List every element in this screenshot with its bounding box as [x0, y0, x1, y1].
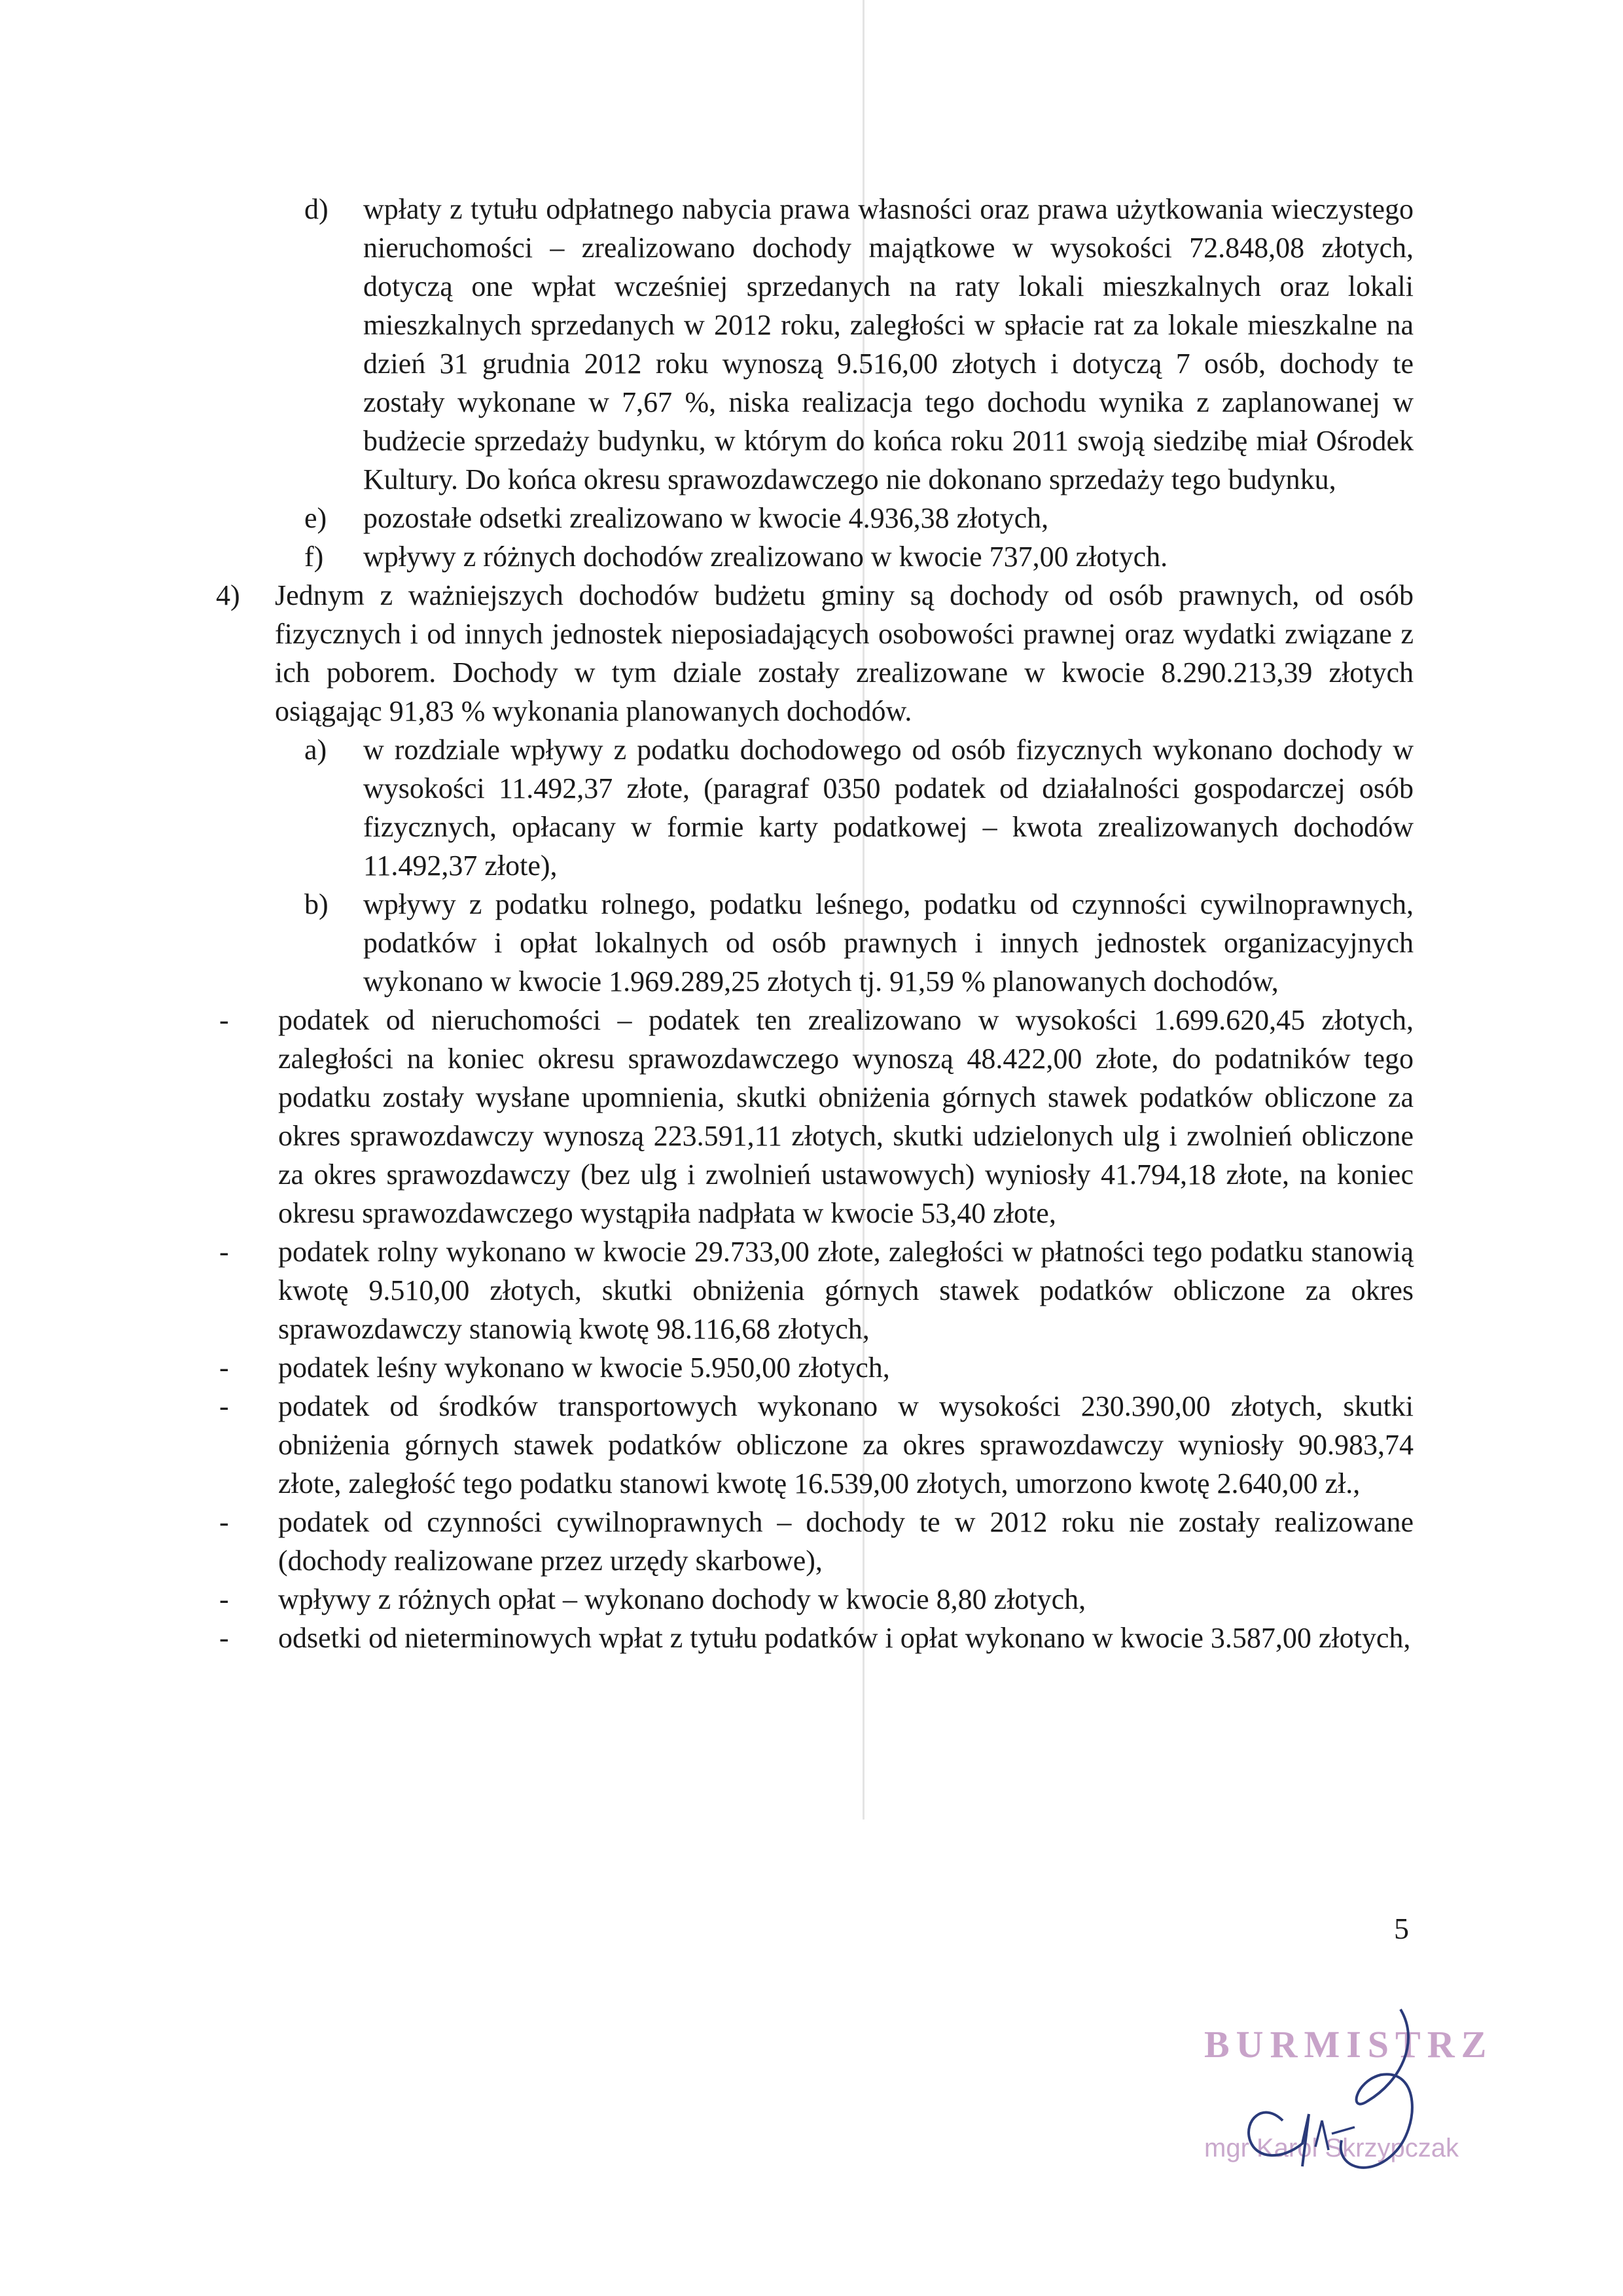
stamp-name: mgr Karol Skrzypczak [1204, 2134, 1459, 2162]
list-item-e: e) pozostałe odsetki zrealizowano w kwocie 4.936,38 złotych, [304, 502, 1049, 534]
list-item-f: f) wpływy z różnych dochodów zrealizowano w kwocie 737,00 złotych. [304, 541, 1168, 573]
handwritten-signature [1204, 2003, 1479, 2199]
official-stamp [1204, 2003, 1493, 2199]
dash-item-nieruchomosci: - podatek od nieruchomości – podatek ten zrealizowano w wysokości 1.699.620,45 złotych, zaległości na koniec okresu sprawozdawczego wynoszą 48.422,00 złote, do podatników tego podatku zostały wysłane upomnienia, skutki obniżenia górnych stawek podatków obliczone za okres sprawozdawczy wynoszą 223.591,11 złotych, skutki udzielonych ulg i zwolnień obliczone za okres sprawozdawczy (bez ulg i zwolnień ustawowych) wyniosły 41.794,18 złote, na koniec okresu sprawozdawczego wystąpiła nadpłata w kwocie 53,40 złote, [219, 1004, 1414, 1229]
list-item-d: d) wpłaty z tytułu odpłatnego nabycia prawa własności oraz prawa użytkowania wieczystego nieruchomości – zrealizowano dochody majątkowe w wysokości 72.848,08 złotych, dotyczą one wpłat wcześniej sprzedanych na raty lokali mieszkalnych oraz lokali mieszkalnych sprzedanych w 2012 roku, zaległości w spłacie rat za lokale mieszkalne na dzień 31 grudnia 2012 roku wynoszą 9.516,00 złotych i dotyczą 7 osób, dochody te zostały wykonane w 7,67 %, niska realizacja tego dochodu wynika z zaplanowanej w budżecie sprzedaży budynku, w którym do końca roku 2011 swoją siedzibę miał Ośrodek Kultury. Do końca okresu sprawozdawczego nie dokonano sprzedaży tego budynku, [304, 193, 1414, 495]
page-number: 5 [1394, 1912, 1409, 1945]
list-item-a: a) w rozdziale wpływy z podatku dochodowego od osób fizycznych wykonano dochody w wysokości 11.492,37 złote, (paragraf 0350 podatek od działalności gospodarczej osób fizycznych, opłacany w formie karty podatkowej – kwota zrealizowanych dochodów 11.492,37 złote), [304, 734, 1414, 882]
list-item-b: b) wpływy z podatku rolnego, podatku leśnego, podatku od czynności cywilnoprawnych, podatków i opłat lokalnych od osób prawnych i innych jednostek organizacyjnych wykonano w kwocie 1.969.289,25 złotych tj. 91,59 % planowanych dochodów, [304, 888, 1414, 997]
body-text [216, 190, 1414, 1657]
dash-item-rolny: - podatek rolny wykonano w kwocie 29.733,00 złote, zaległości w płatności tego podatku stanowią kwotę 9.510,00 złotych, skutki obniżenia górnych stawek podatków obliczone za okres sprawozdawczy stanowią kwotę 98.116,68 złotych, [219, 1236, 1414, 1345]
dash-item-lesny: - podatek leśny wykonano w kwocie 5.950,00 złotych, [219, 1352, 890, 1384]
dash-item-oplaty: - wpływy z różnych opłat – wykonano dochody w kwocie 8,80 złotych, [219, 1583, 1086, 1615]
dash-item-cywilnoprawne: - podatek od czynności cywilnoprawnych – dochody te w 2012 roku nie zostały realizowane (dochody realizowane przez urzędy skarbowe), [219, 1506, 1414, 1577]
list-item-4: 4) Jednym z ważniejszych dochodów budżetu gminy są dochody od osób prawnych, od osób fizycznych i od innych jednostek nieposiadających osobowości prawnej oraz wydatki związane z ich poborem. Dochody w tym dziale zostały zrealizowane w kwocie 8.290.213,39 złotych osiągając 91,83 % wykonania planowanych dochodów. [216, 579, 1414, 727]
dash-item-transport: - podatek od środków transportowych wykonano w wysokości 230.390,00 złotych, skutki obniżenia górnych stawek podatków obliczone za okres sprawozdawczy wyniosły 90.983,74 złote, zaległość tego podatku stanowi kwotę 16.539,00 złotych, umorzono kwotę 2.640,00 zł., [219, 1390, 1414, 1499]
dash-item-odsetki: - odsetki od nieterminowych wpłat z tytułu podatków i opłat wykonano w kwocie 3.587,00 złotych, [219, 1622, 1411, 1654]
stamp-title: BURMISTRZ [1204, 2023, 1493, 2066]
